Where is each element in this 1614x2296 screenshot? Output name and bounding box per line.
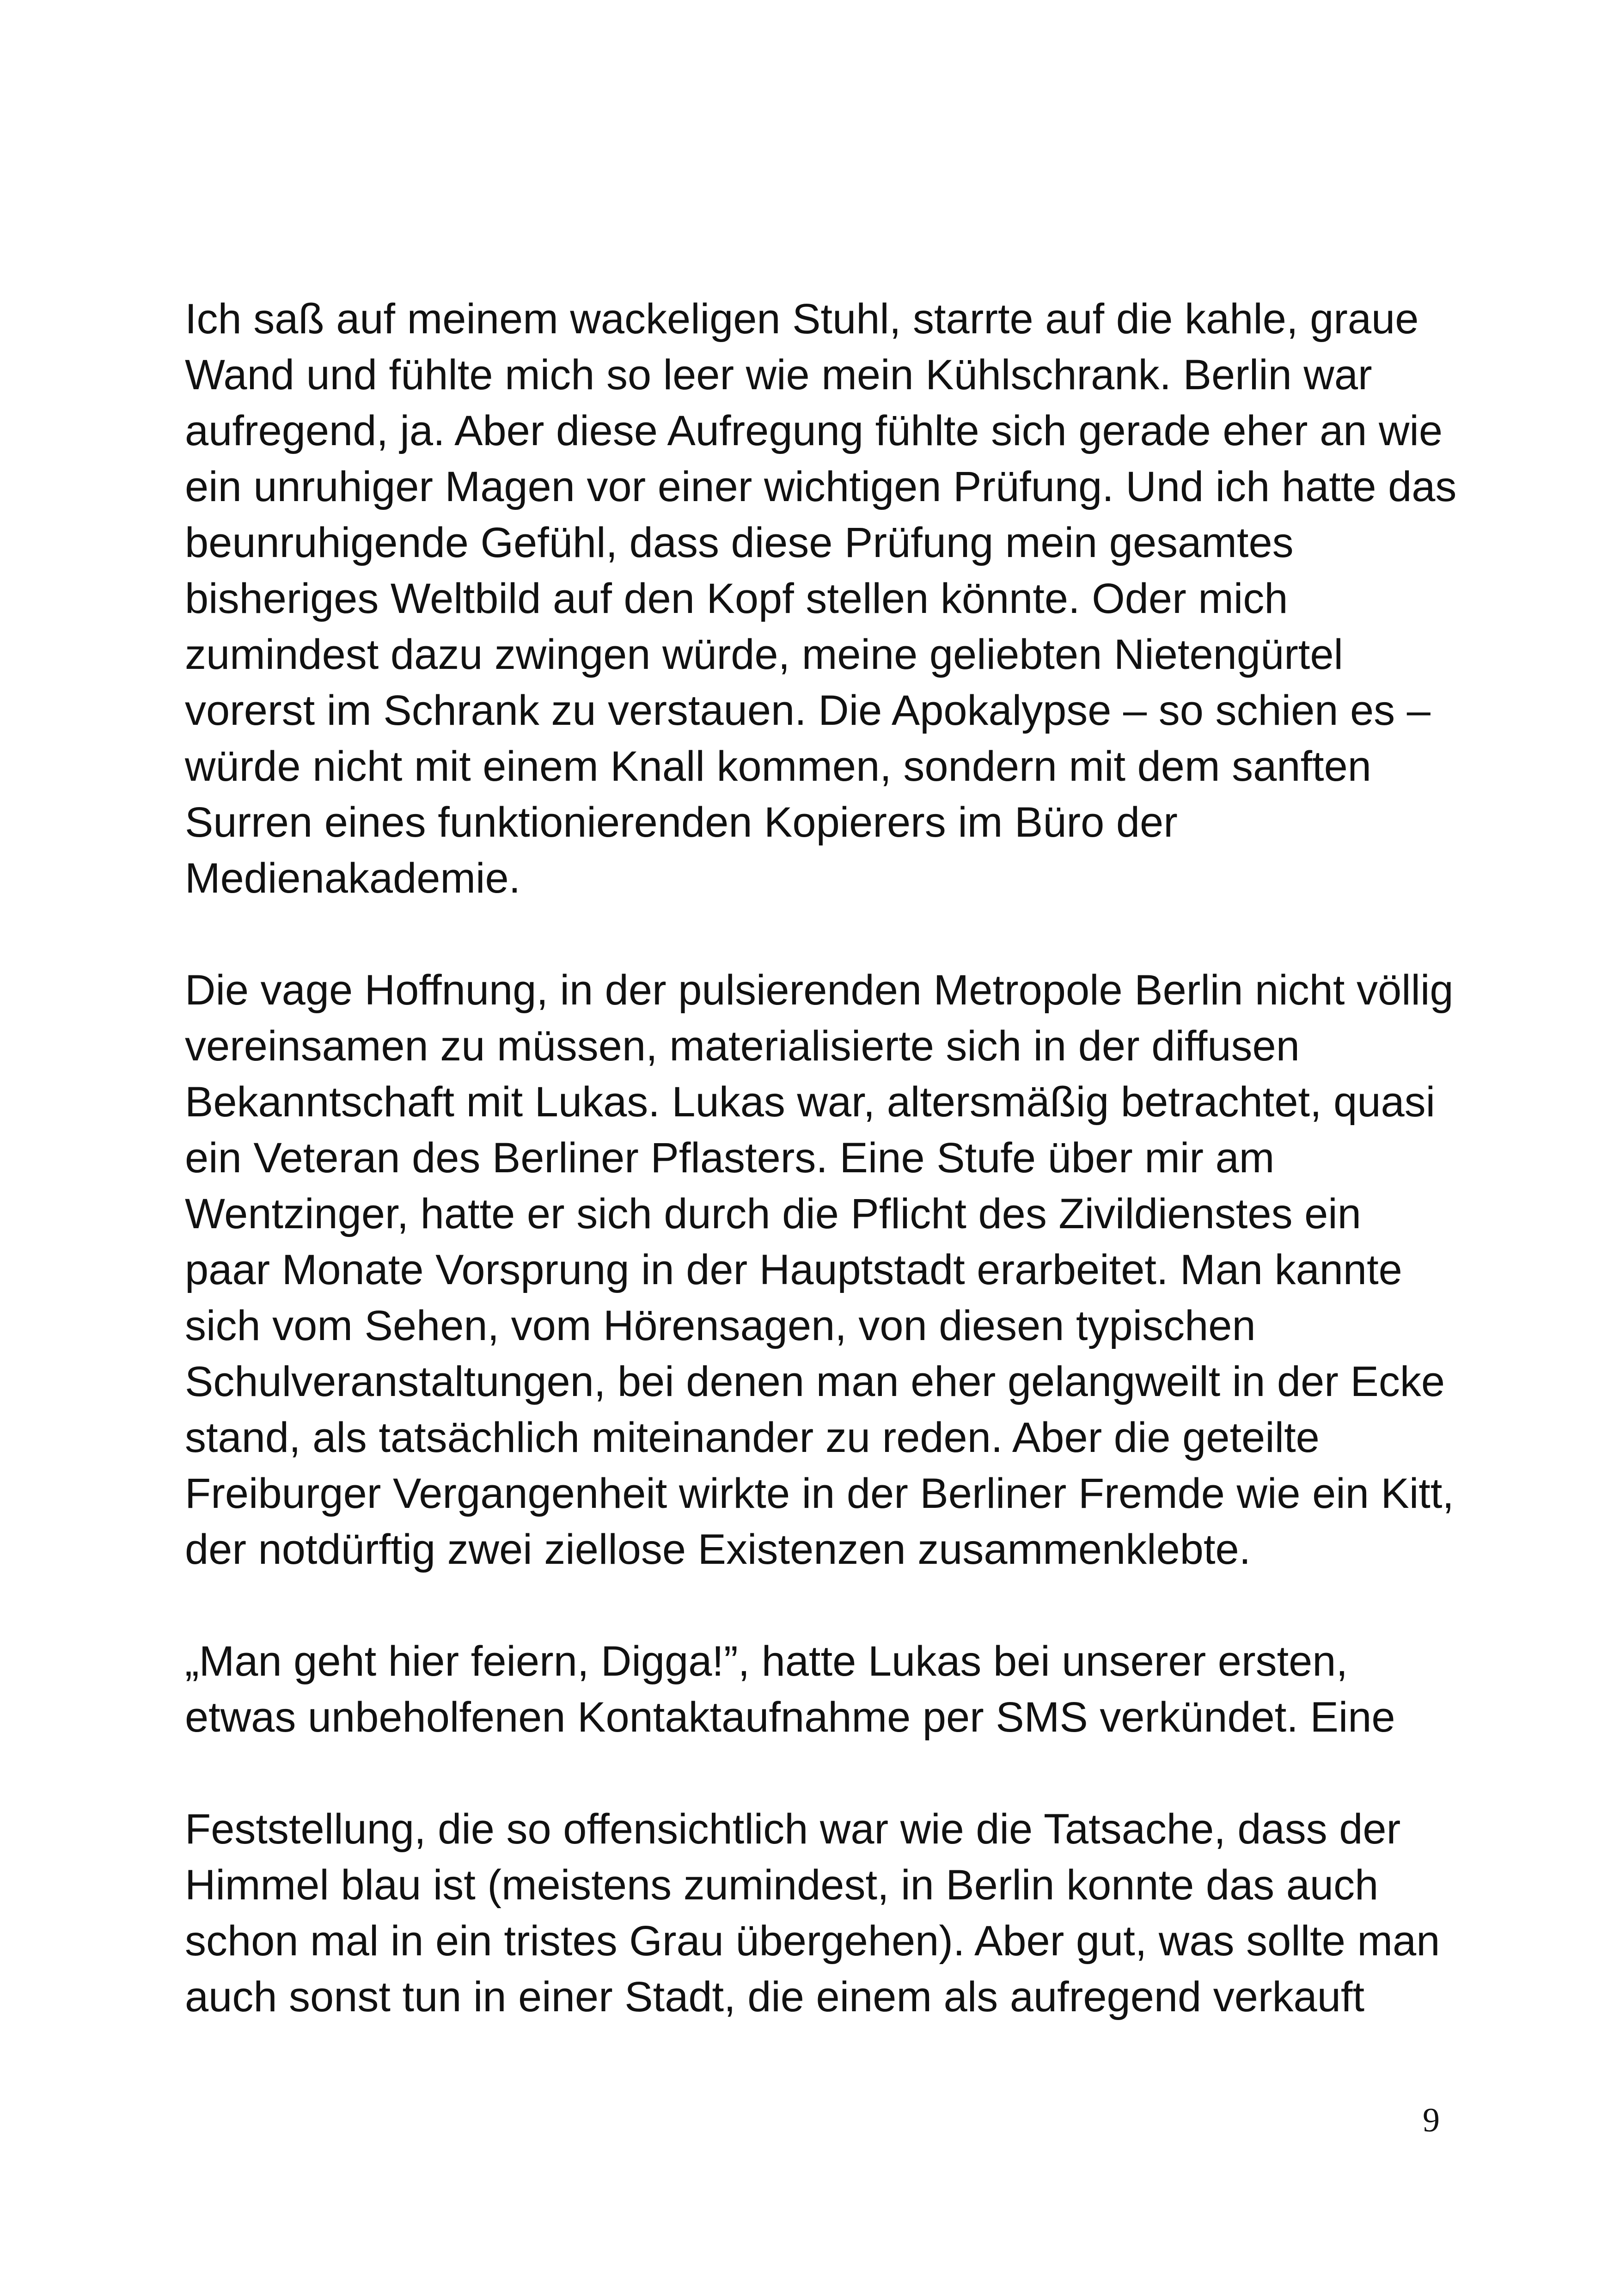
text-line: Wand und fühlte mich so leer wie mein Kühlschrank. Berlin war xyxy=(185,351,1372,398)
text-line: ein Veteran des Berliner Pflasters. Eine Stufe über mir am xyxy=(185,1134,1275,1182)
text-line: auch sonst tun in einer Stadt, die einem als aufregend verkauft xyxy=(185,1973,1365,2020)
text-line: ein unruhiger Magen vor einer wichtigen Prüfung. Und ich hatte das xyxy=(185,463,1457,510)
text-line: Medienakademie. xyxy=(185,855,521,902)
text-line: würde nicht mit einem Knall kommen, sondern mit dem sanften xyxy=(185,743,1371,790)
text-line: bisheriges Weltbild auf den Kopf stellen könnte. Oder mich xyxy=(185,575,1288,622)
page-number: 9 xyxy=(1423,2101,1440,2139)
paragraph-4 xyxy=(185,1801,1479,2025)
text-line: vereinsamen zu müssen, materialisierte sich in der diffusen xyxy=(185,1022,1300,1070)
text-line: etwas unbeholfenen Kontaktaufnahme per SMS verkündet. Eine xyxy=(185,1694,1395,1741)
text-line: stand, als tatsächlich miteinander zu reden. Aber die geteilte xyxy=(185,1414,1320,1461)
paragraph-3 xyxy=(185,1634,1479,1745)
paragraph-2 xyxy=(185,962,1479,1578)
body-text xyxy=(185,291,1479,2025)
paragraph-1 xyxy=(185,291,1479,906)
text-line: Himmel blau ist (meistens zumindest, in Berlin konnte das auch xyxy=(185,1861,1379,1909)
text-line: Die vage Hoffnung, in der pulsierenden Metropole Berlin nicht völlig xyxy=(185,967,1454,1014)
text-line: beunruhigende Gefühl, dass diese Prüfung mein gesamtes xyxy=(185,519,1294,566)
text-line: Ich saß auf meinem wackeligen Stuhl, starrte auf die kahle, graue xyxy=(185,295,1419,343)
text-line: der notdürftig zwei ziellose Existenzen zusammenklebte. xyxy=(185,1526,1251,1573)
text-line: sich vom Sehen, vom Hörensagen, von diesen typischen xyxy=(185,1302,1256,1349)
text-line: Feststellung, die so offensichtlich war wie die Tatsache, dass der xyxy=(185,1806,1401,1853)
text-line: aufregend, ja. Aber diese Aufregung fühlte sich gerade eher an wie xyxy=(185,407,1443,454)
text-line: Bekanntschaft mit Lukas. Lukas war, altersmäßig betrachtet, quasi xyxy=(185,1078,1436,1126)
text-line: Surren eines funktionierenden Kopierers im Büro der xyxy=(185,799,1178,846)
text-line: Freiburger Vergangenheit wirkte in der Berliner Fremde wie ein Kitt, xyxy=(185,1470,1454,1517)
text-line: „Man geht hier feiern, Digga!”, hatte Lukas bei unserer ersten, xyxy=(185,1638,1348,1685)
text-line: vorerst im Schrank zu verstauen. Die Apokalypse – so schien es – xyxy=(185,687,1431,734)
text-line: Wentzinger, hatte er sich durch die Pflicht des Zivildienstes ein xyxy=(185,1190,1361,1237)
text-line: schon mal in ein tristes Grau übergehen). Aber gut, was sollte man xyxy=(185,1917,1440,1965)
text-line: paar Monate Vorsprung in der Hauptstadt erarbeitet. Man kannte xyxy=(185,1246,1402,1293)
text-line: Schulveranstaltungen, bei denen man eher gelangweilt in der Ecke xyxy=(185,1358,1445,1405)
text-line: zumindest dazu zwingen würde, meine geliebten Nietengürtel xyxy=(185,631,1343,678)
